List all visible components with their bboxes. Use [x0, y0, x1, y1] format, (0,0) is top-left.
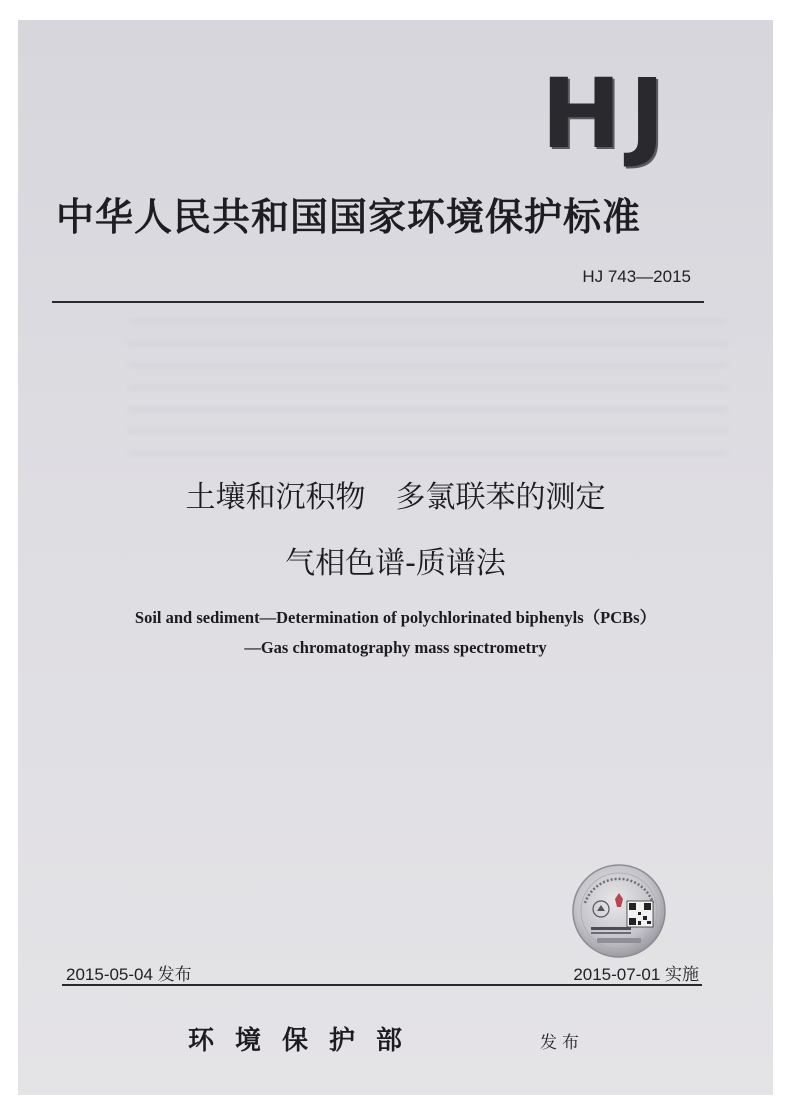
show-through-text	[128, 320, 728, 460]
chinese-title-line-1: 土壤和沉积物 多氯联苯的测定	[185, 480, 606, 515]
anti-counterfeit-seal-icon	[571, 863, 667, 959]
footer-divider	[62, 984, 702, 986]
issuing-authority-suffix: 发布	[540, 1033, 584, 1053]
standard-series-title: 中华人民共和国国家环境保护标准	[56, 195, 642, 239]
hj-logo: HJ	[540, 58, 673, 170]
english-title-line-2: —Gas chromatography mass spectrometry	[244, 638, 547, 657]
header-divider	[52, 301, 704, 303]
chinese-title-line-2: 气相色谱-质谱法	[285, 546, 506, 581]
issuing-authority: 环境保护部	[188, 1026, 424, 1056]
effective-date: 2015-07-01 实施	[573, 965, 699, 984]
english-title-line-1: Soil and sediment—Determination of polychlorinated biphenyls（PCBs）	[134, 608, 657, 627]
document-cover	[18, 20, 773, 1095]
publish-date: 2015-05-04 发布	[66, 965, 192, 984]
standard-number: HJ 743—2015	[582, 267, 691, 286]
